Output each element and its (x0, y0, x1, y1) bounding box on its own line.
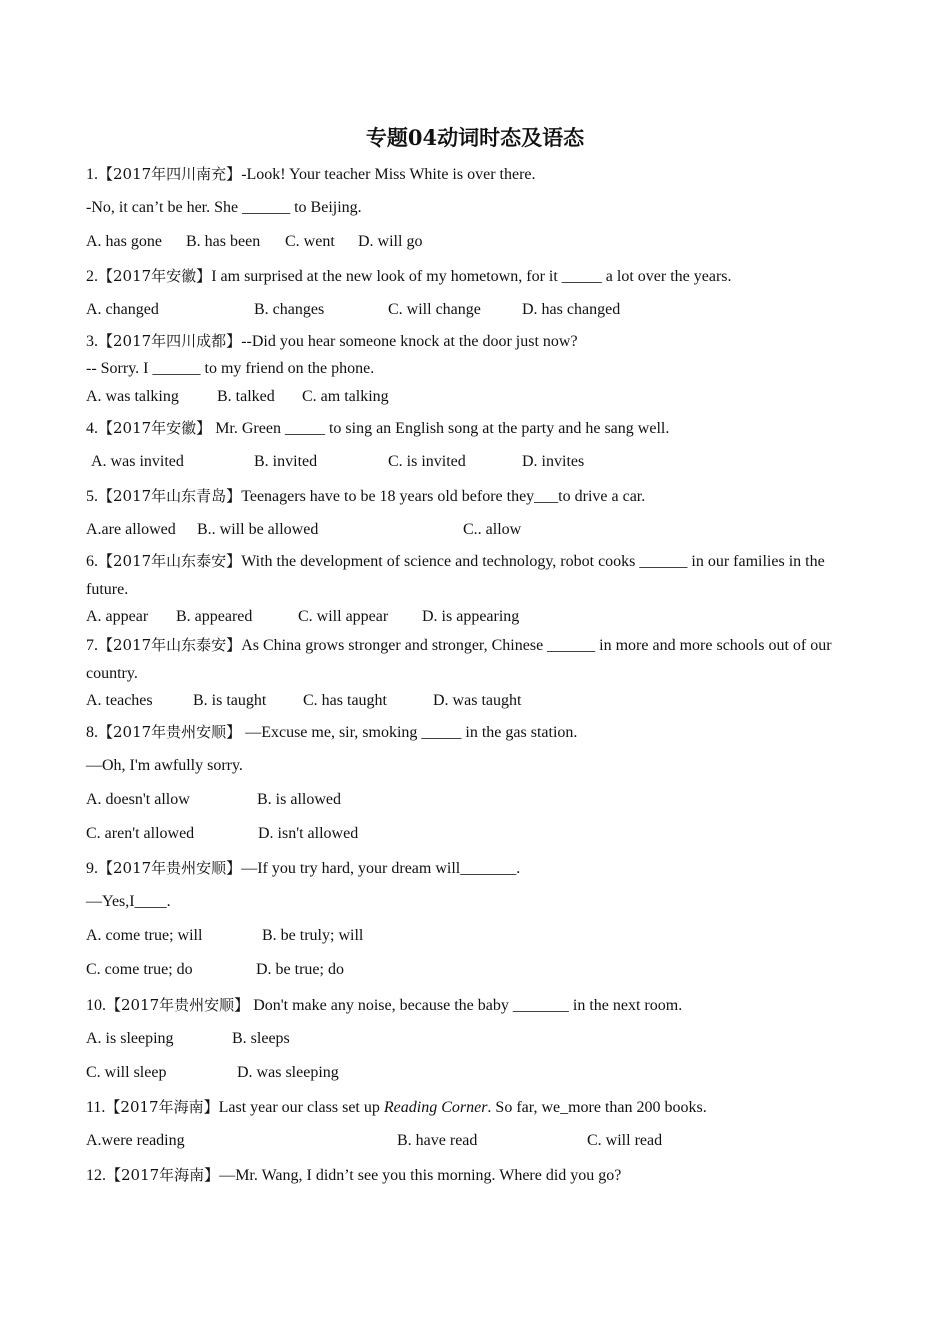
question-text: With the development of science and technology, robot cooks ______ in our families in the future. (86, 553, 825, 598)
question-number: 1. (86, 166, 98, 183)
question-number: 7. (86, 637, 98, 654)
question-number: 6. (86, 553, 98, 570)
option-c: C. am talking (302, 388, 389, 405)
option-c: C. has taught (303, 692, 387, 709)
question-4 (86, 418, 669, 439)
option-a: A.are allowed (86, 521, 176, 538)
option-b: B. is allowed (257, 791, 341, 808)
question-source: 【2017年山东青岛】 (98, 487, 242, 505)
question-10 (86, 995, 682, 1016)
question-text: I am surprised at the new look of my hometown, for it _____ a lot over the years. (211, 268, 732, 285)
question-text: Don't make any noise, because the baby _______ in the next room. (249, 997, 683, 1014)
question-source: 【2017年安徽】 (98, 419, 212, 437)
question-8 (86, 722, 577, 743)
option-d: D. was taught (433, 692, 522, 709)
question-number: 3. (86, 333, 98, 350)
option-c: C. come true; do (86, 961, 193, 978)
option-d: D. was sleeping (237, 1064, 339, 1081)
option-b: B. changes (254, 301, 325, 318)
question-text: Teenagers have to be 18 years old before they___to drive a car. (241, 488, 646, 505)
option-b: B. has been (186, 233, 261, 250)
option-d: D. invites (522, 453, 585, 470)
question-9 (86, 858, 520, 879)
page-title: 专题04动词时态及语态 (365, 125, 585, 150)
question-1-line: -No, it can’t be her. She ______ to Beijing. (86, 199, 362, 216)
question-source: 【2017年四川成都】 (98, 332, 242, 350)
option-c: C.. allow (463, 521, 522, 538)
option-a: A. was talking (86, 388, 179, 405)
option-c: C. will appear (298, 608, 389, 625)
question-number: 9. (86, 860, 98, 877)
question-text: —If you try hard, your dream will_______. (241, 860, 521, 877)
option-d: D. be true; do (256, 961, 344, 978)
option-c: C. aren't allowed (86, 825, 195, 842)
question-text: —Excuse me, sir, smoking _____ in the gas station. (241, 724, 578, 741)
option-b: B. be truly; will (262, 927, 364, 944)
option-d: D. isn't allowed (258, 825, 359, 842)
question-number: 5. (86, 488, 98, 505)
question-1 (86, 164, 536, 185)
question-source: 【2017年四川南充】 (98, 165, 242, 183)
option-a: A.were reading (86, 1132, 185, 1149)
option-b: B. talked (217, 388, 275, 405)
question-number: 2. (86, 268, 98, 285)
question-number: 12. (86, 1167, 106, 1184)
question-source: 【2017年海南】 (106, 1166, 220, 1184)
option-c: C. will read (587, 1132, 663, 1149)
question-text-italic: Reading Corner (383, 1099, 488, 1116)
option-c: C. went (285, 233, 335, 250)
question-text: —Mr. Wang, I didn’t see you this morning. Where did you go? (219, 1167, 622, 1184)
question-text-pre: Last year our class set up (218, 1099, 384, 1116)
question-number: 8. (86, 724, 98, 741)
question-source: 【2017年贵州安顺】 (106, 996, 250, 1014)
question-text: -Look! Your teacher Miss White is over there. (241, 166, 536, 183)
option-d: D. has changed (522, 301, 621, 318)
option-b: B. appeared (176, 608, 253, 625)
option-a: A. changed (86, 301, 159, 318)
question-number: 11. (86, 1099, 106, 1116)
question-source: 【2017年安徽】 (98, 267, 212, 285)
option-a: A. was invited (91, 453, 184, 470)
question-number: 4. (86, 420, 98, 437)
option-a: A. has gone (86, 233, 162, 250)
question-text: --Did you hear someone knock at the door just now? (241, 333, 578, 350)
option-d: D. will go (358, 233, 423, 250)
question-source: 【2017年贵州安顺】 (98, 859, 242, 877)
option-a: A. come true; will (86, 927, 203, 944)
question-text-post: . So far, we_more than 200 books. (487, 1099, 707, 1116)
question-source: 【2017年山东泰安】 (98, 552, 242, 570)
question-5 (86, 486, 645, 507)
question-9-line: —Yes,I____. (86, 893, 171, 910)
question-3-line: -- Sorry. I ______ to my friend on the phone. (86, 360, 375, 377)
option-b: B. sleeps (232, 1030, 290, 1047)
question-8-line: —Oh, I'm awfully sorry. (86, 757, 243, 774)
option-d: D. is appearing (422, 608, 520, 625)
option-a: A. teaches (86, 692, 153, 709)
question-source: 【2017年山东泰安】 (98, 636, 242, 654)
question-number: 10. (86, 997, 106, 1014)
option-b: B.. will be allowed (197, 521, 319, 538)
option-c: C. will sleep (86, 1064, 167, 1081)
question-source: 【2017年海南】 (105, 1098, 219, 1116)
question-source: 【2017年贵州安顺】 (98, 723, 242, 741)
option-b: B. is taught (193, 692, 267, 709)
question-7 (86, 631, 861, 688)
question-text: As China grows stronger and stronger, Chinese ______ in more and more schools out of our country. (86, 637, 832, 682)
question-text: Mr. Green _____ to sing an English song at the party and he sang well. (211, 420, 670, 437)
question-6 (86, 547, 861, 604)
question-11 (86, 1097, 707, 1118)
option-a: A. doesn't allow (86, 791, 190, 808)
option-a: A. appear (86, 608, 149, 625)
option-c: C. is invited (388, 453, 466, 470)
option-c: C. will change (388, 301, 481, 318)
question-2 (86, 266, 732, 287)
option-b: B. invited (254, 453, 318, 470)
question-12 (86, 1165, 621, 1186)
option-b: B. have read (397, 1132, 478, 1149)
question-3 (86, 331, 578, 352)
option-a: A. is sleeping (86, 1030, 174, 1047)
